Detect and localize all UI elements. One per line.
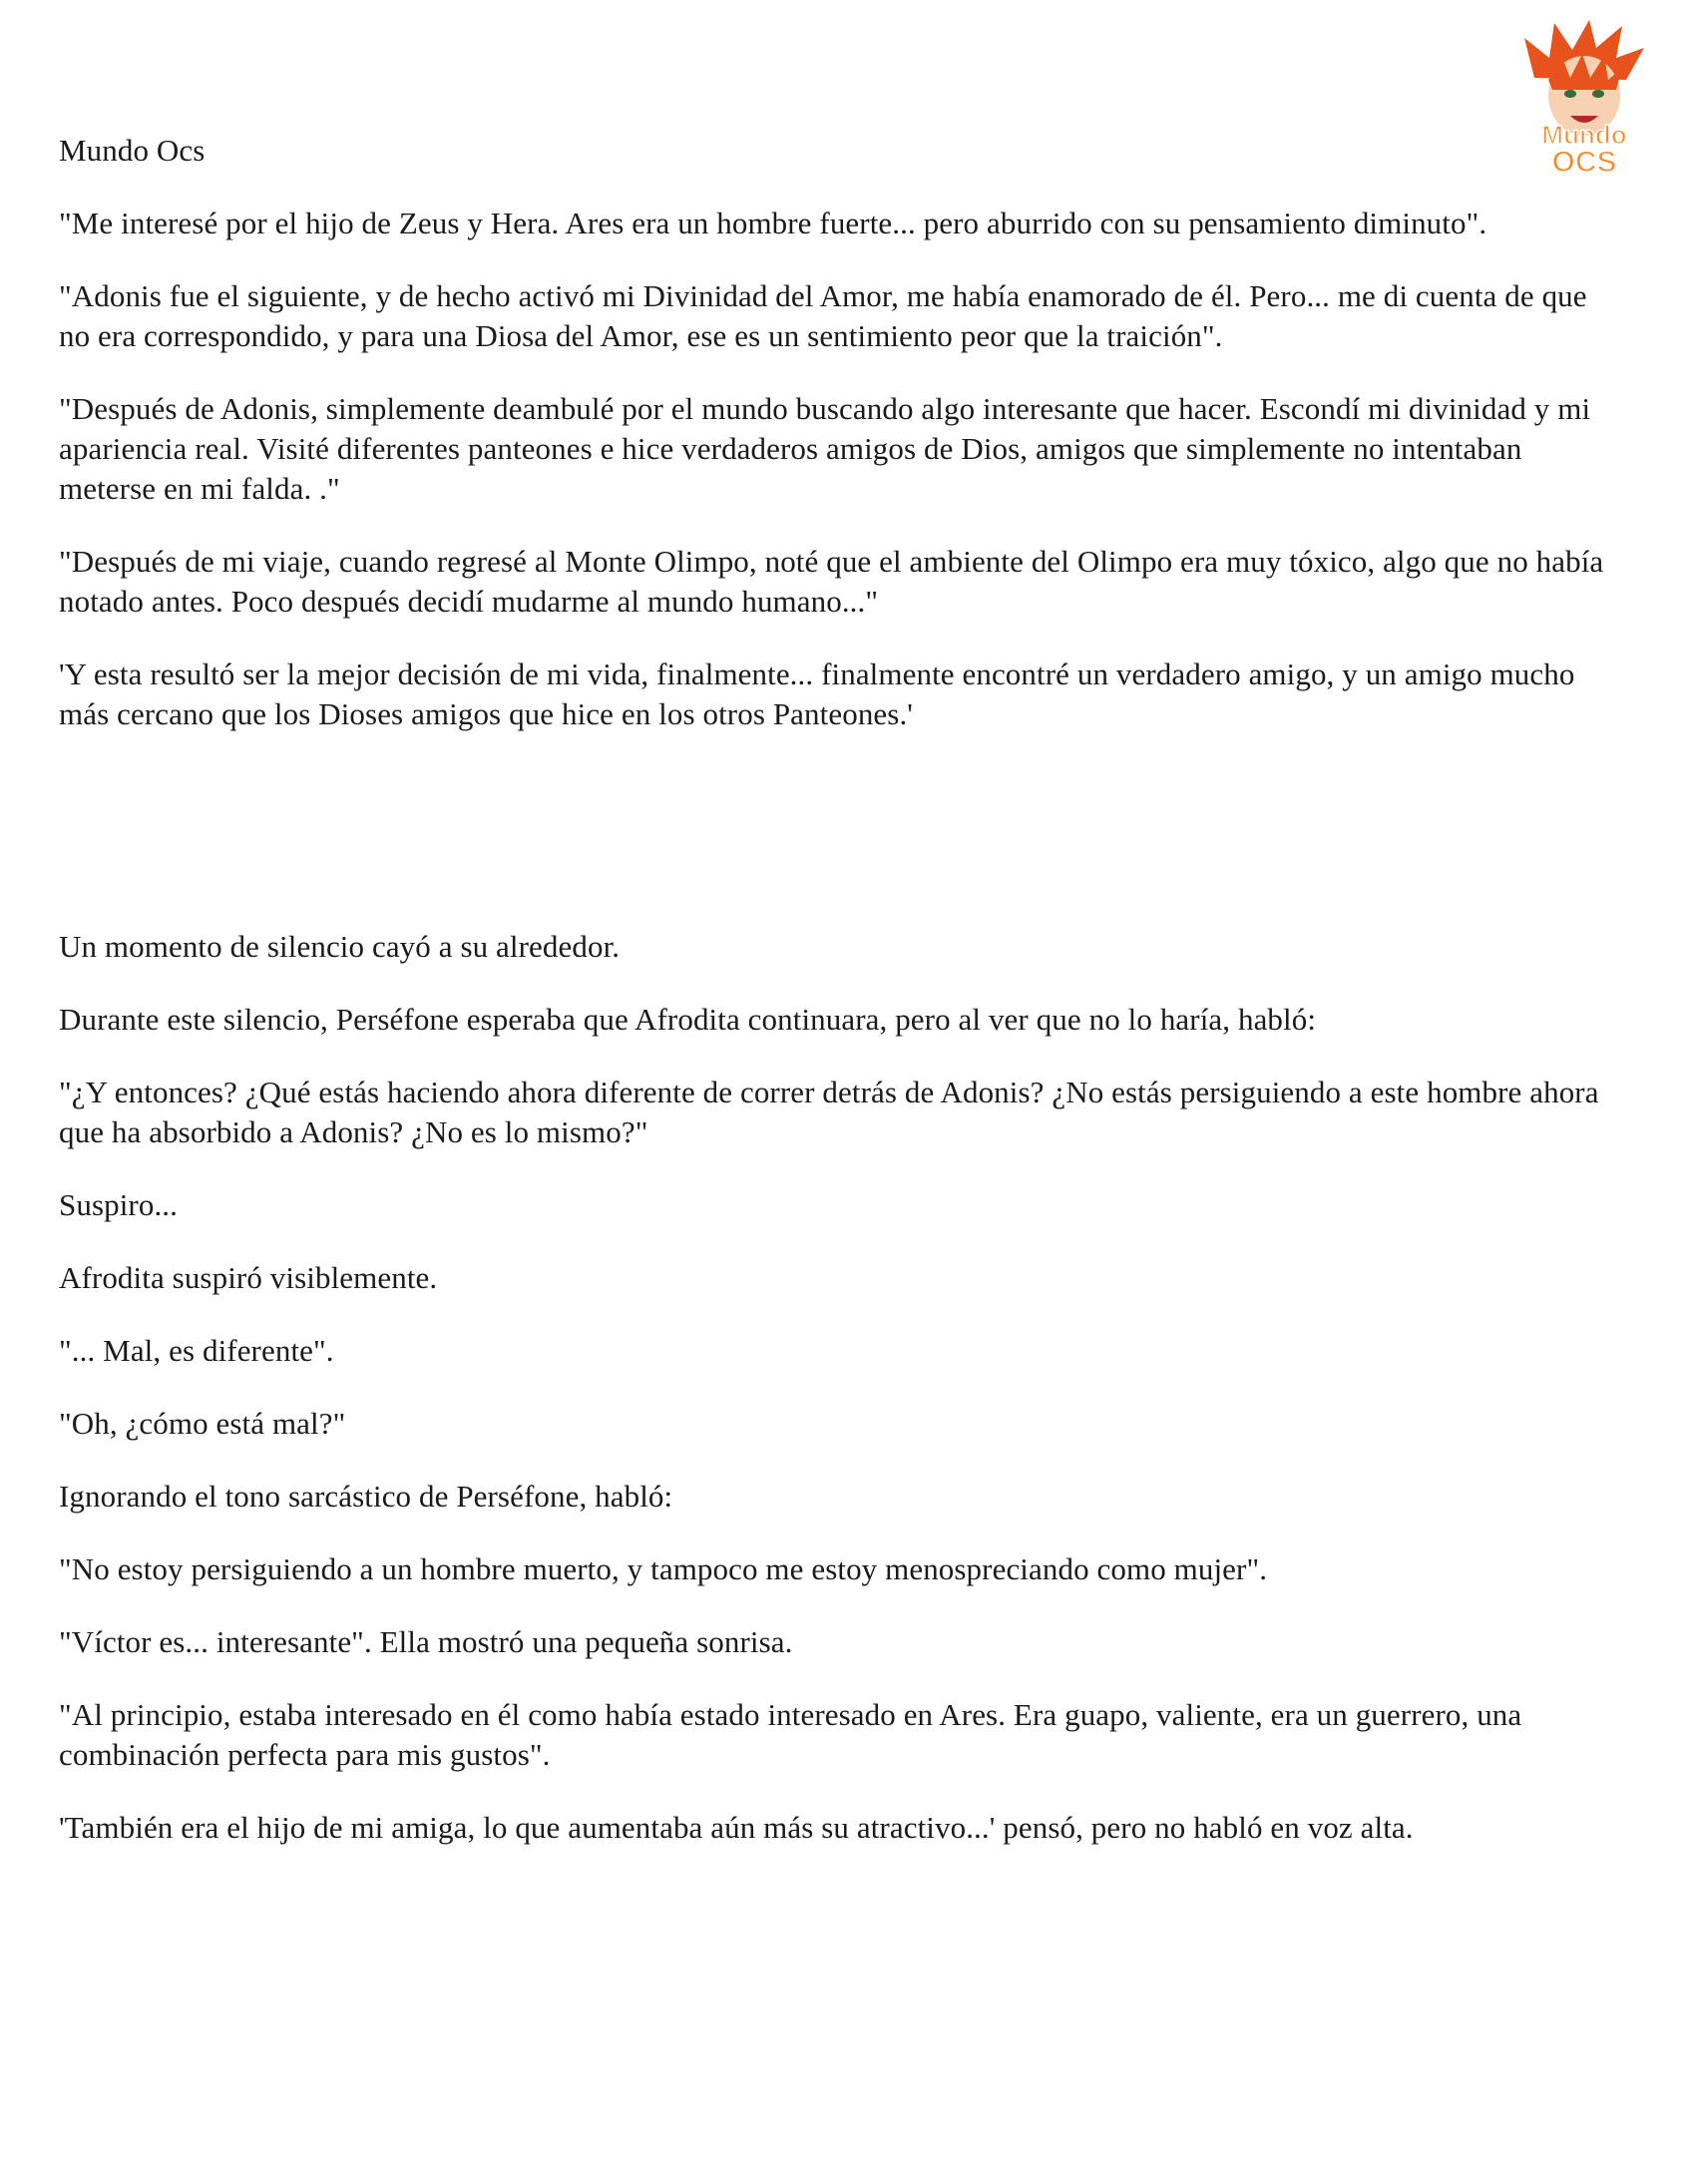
paragraph-group-top: [59, 204, 1615, 734]
paragraph: Ignorando el tono sarcástico de Perséfone, habló:: [59, 1479, 673, 1514]
paragraph: 'Y esta resultó ser la mejor decisión de mi vida, finalmente... finalmente encontré un verdadero amigo, y un amigo mucho más cercano que los Dioses amigos que hice en los otros Panteones.': [59, 656, 1575, 731]
document-header-title: Mundo Ocs: [59, 133, 206, 168]
paragraph: Durante este silencio, Perséfone esperaba que Afrodita continuara, pero al ver que no lo haría, habló:: [59, 1002, 1317, 1037]
paragraph: "Después de mi viaje, cuando regresé al Monte Olimpo, noté que el ambiente del Olimpo era muy tóxico, algo que no había notado antes. Poco después decidí mudarme al mundo humano...": [59, 544, 1604, 619]
svg-text:Mundo: Mundo: [1541, 120, 1627, 150]
paragraph: 'También era el hijo de mi amiga, lo que aumentaba aún más su atractivo...' pensó, pero no habló en voz alta.: [59, 1810, 1414, 1845]
paragraph: "... Mal, es diferente".: [59, 1333, 334, 1368]
paragraph-group-bottom: [59, 927, 1615, 1848]
paragraph: Afrodita suspiró visiblemente.: [59, 1260, 438, 1295]
paragraph: "Al principio, estaba interesado en él como había estado interesado en Ares. Era guapo, valiente, era un guerrero, una combinación perfecta para mis gustos".: [59, 1697, 1522, 1772]
paragraph: "Me interesé por el hijo de Zeus y Hera. Ares era un hombre fuerte... pero aburrido con su pensamiento diminuto".: [59, 206, 1487, 240]
paragraph: "Oh, ¿cómo está mal?": [59, 1406, 346, 1441]
paragraph: "Después de Adonis, simplemente deambulé por el mundo buscando algo interesante que hacer. Escondí mi divinidad y mi apariencia real. Visité diferentes panteones e hice verdaderos amigos de Dios, amigos que simplemente no intentaban meterse en mi falda. .": [59, 391, 1591, 506]
section-gap: [59, 767, 1615, 927]
paragraph: "Víctor es... interesante". Ella mostró una pequeña sonrisa.: [59, 1624, 793, 1659]
paragraph: "Adonis fue el siguiente, y de hecho activó mi Divinidad del Amor, me había enamorado de él. Pero... me di cuenta de que no era correspondido, y para una Diosa del Amor, ese es un sentimiento peor que la traición".: [59, 278, 1587, 353]
document-body: [59, 131, 1615, 1881]
paragraph: "No estoy persiguiendo a un hombre muerto, y tampoco me estoy menospreciando como mujer".: [59, 1551, 1268, 1586]
svg-text:OCS: OCS: [1551, 146, 1617, 178]
paragraph: "¿Y entonces? ¿Qué estás haciendo ahora diferente de correr detrás de Adonis? ¿No estás persiguiendo a este hombre ahora que ha absorbido a Adonis? ¿No es lo mismo?": [59, 1075, 1599, 1149]
paragraph: Un momento de silencio cayó a su alrededor.: [59, 929, 621, 964]
paragraph: Suspiro...: [59, 1187, 178, 1222]
